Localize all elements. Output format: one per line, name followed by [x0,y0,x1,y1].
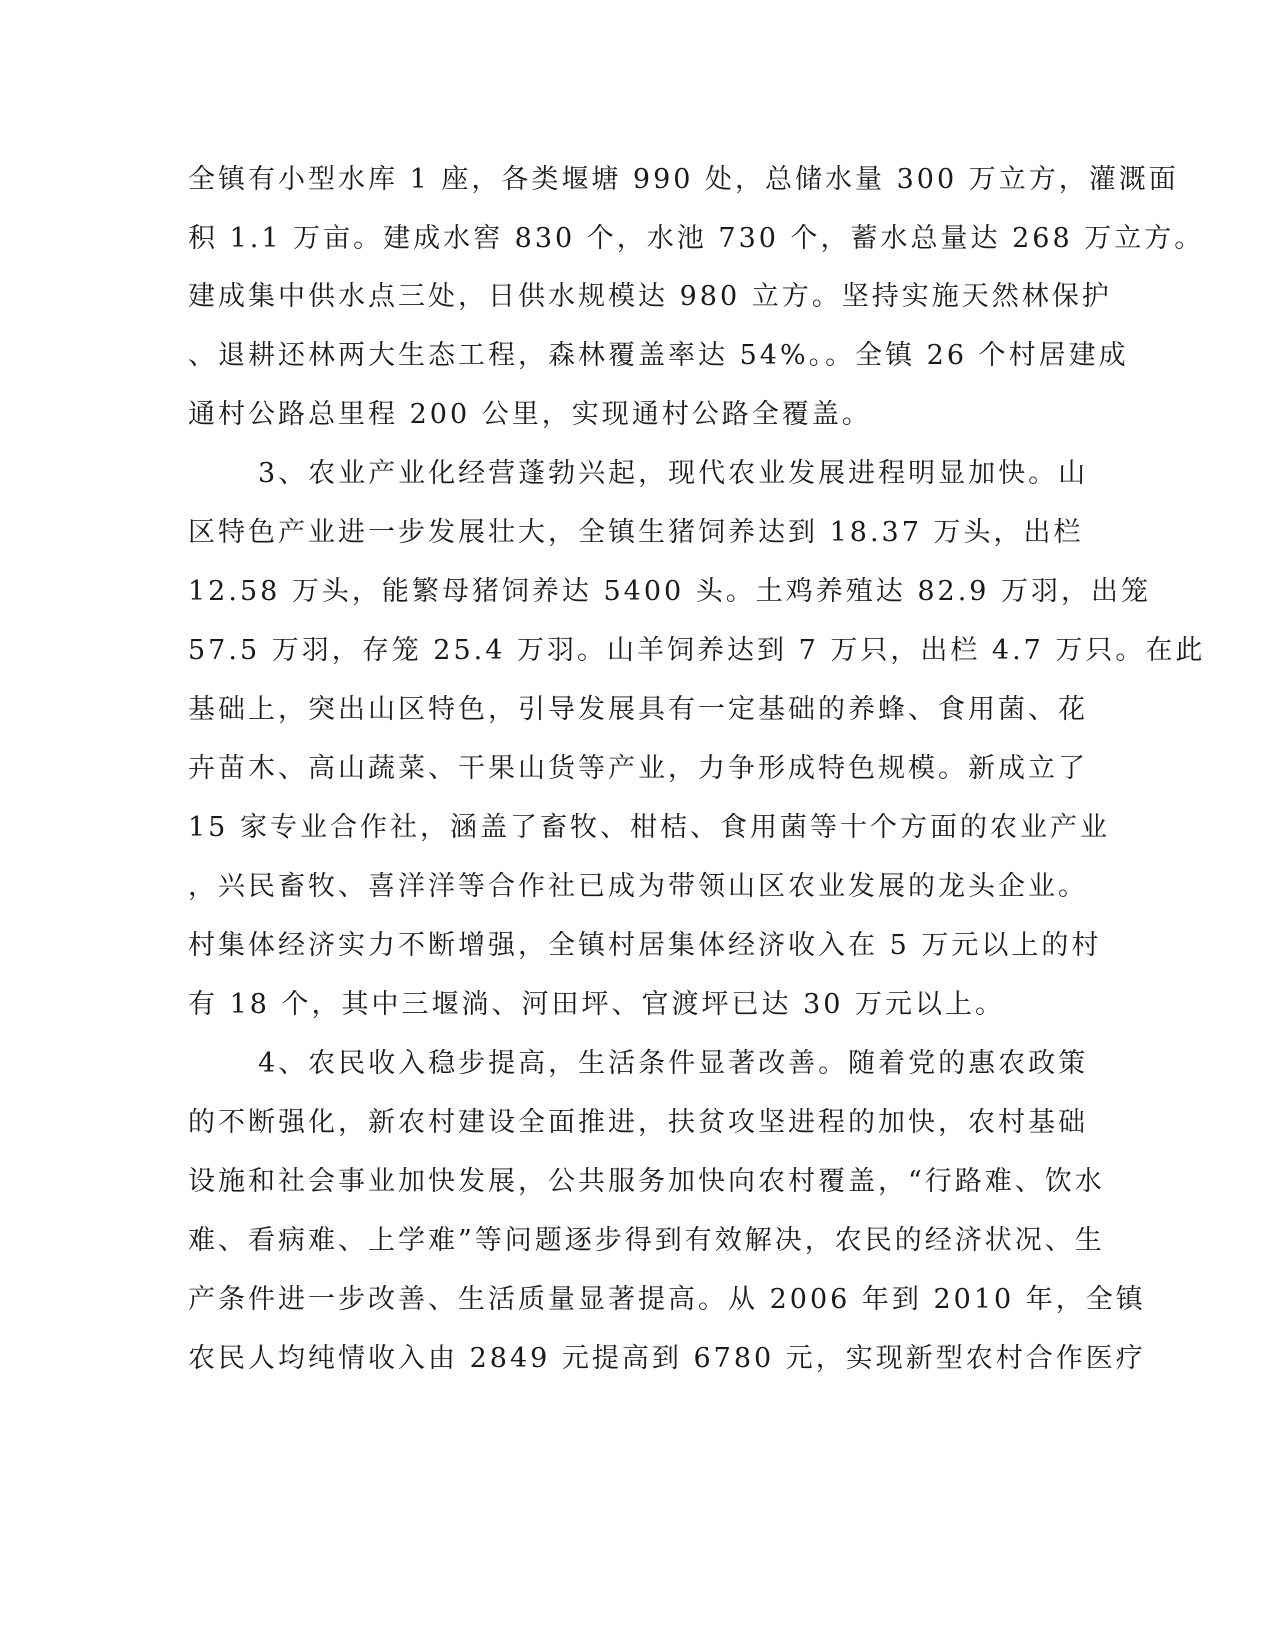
text-line: 卉苗木、高山蔬菜、干果山货等产业，力争形成特色规模。新成立了 [188,753,1088,784]
text-line: 全镇有小型水库 1 座，各类堰塘 990 处，总储水量 300 万立方，灌溉面 [188,164,1179,195]
text-line: 57.5 万羽，存笼 25.4 万羽。山羊饲养达到 7 万只，出栏 4.7 万只。在此 [188,635,1206,666]
text-line: 、退耕还林两大生态工程，森林覆盖率达 54%。。全镇 26 个村居建成 [188,340,1129,371]
paragraph-3-start: 3、农业产业化经营蓬勃兴起，现代农业发展进程明显加快。山 [258,458,1089,489]
text-line: 建成集中供水点三处，日供水规模达 980 立方。坚持实施天然林保护 [188,281,1112,312]
text-line: 基础上，突出山区特色，引导发展具有一定基础的养蜂、食用菌、花 [188,694,1088,725]
text-line: 产条件进一步改善、生活质量显著提高。从 2006 年到 2010 年，全镇 [188,1284,1146,1315]
text-line: 12.58 万头，能繁母猪饲养达 5400 头。土鸡养殖达 82.9 万羽，出笼 [188,576,1152,607]
text-line: 区特色产业进一步发展壮大，全镇生猪饲养达到 18.37 万头，出栏 [188,517,1084,548]
text-line: 15 家专业合作社，涵盖了畜牧、柑桔、食用菌等十个方面的农业产业 [188,812,1110,843]
text-line: 积 1.1 万亩。建成水窖 830 个，水池 730 个，蓄水总量达 268 万立方。 [188,223,1205,254]
text-line: 的不断强化，新农村建设全面推进，扶贫攻坚进程的加快，农村基础 [188,1107,1088,1138]
text-line: 村集体经济实力不断增强，全镇村居集体经济收入在 5 万元以上的村 [188,930,1102,961]
text-line: 有 18 个，其中三堰淌、河田坪、官渡坪已达 30 万元以上。 [188,989,1006,1020]
text-line: 设施和社会事业加快发展，公共服务加快向农村覆盖，“行路难、饮水 [188,1166,1105,1197]
text-line: ，兴民畜牧、喜洋洋等合作社已成为带领山区农业发展的龙头企业。 [188,871,1088,902]
text-line: 通村公路总里程 200 公里，实现通村公路全覆盖。 [188,399,872,430]
paragraph-4-start: 4、农民收入稳步提高，生活条件显著改善。随着党的惠农政策 [258,1048,1089,1079]
text-line: 难、看病难、上学难”等问题逐步得到有效解决，农民的经济状况、生 [188,1225,1105,1256]
text-line: 农民人均纯情收入由 2849 元提高到 6780 元，实现新型农村合作医疗 [188,1343,1146,1374]
